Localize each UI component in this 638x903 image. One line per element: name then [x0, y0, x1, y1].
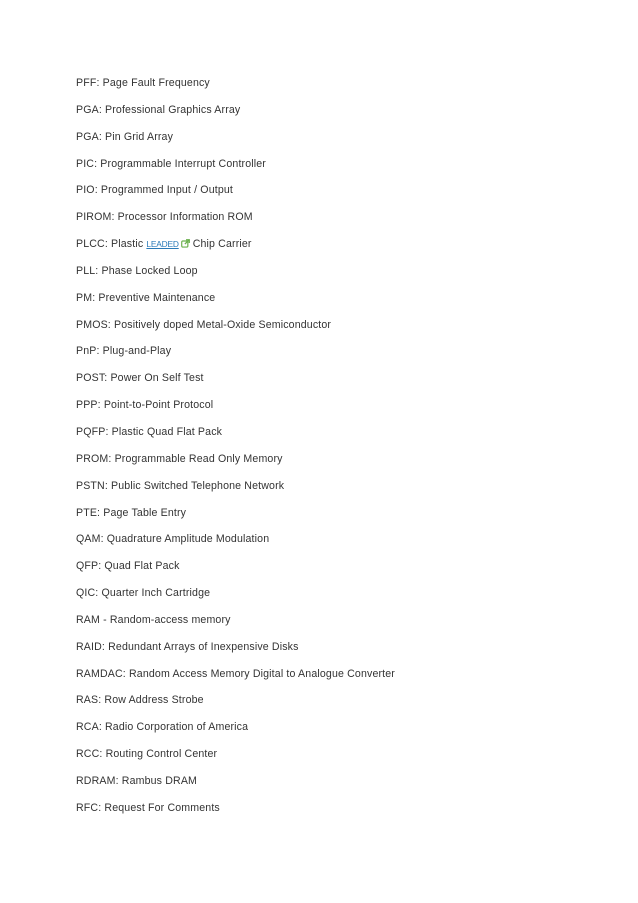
list-item: PTE: Page Table Entry [76, 506, 187, 519]
list-item: RAID: Redundant Arrays of Inexpensive Disks [76, 640, 299, 653]
list-item-plcc [76, 236, 596, 263]
list-item: PMOS: Positively doped Metal-Oxide Semiconductor [76, 318, 332, 331]
list-item: PQFP: Plastic Quad Flat Pack [76, 425, 223, 438]
list-item: RAM - Random-access memory [76, 613, 231, 626]
list-item: PGA: Professional Graphics Array [76, 103, 241, 116]
list-item: PIROM: Processor Information ROM [76, 211, 253, 224]
list-item: RAS: Row Address Strobe [76, 694, 204, 707]
list-item: QAM: Quadrature Amplitude Modulation [76, 533, 270, 546]
list-item: PIO: Programmed Input / Output [76, 184, 234, 197]
list-item: PGA: Pin Grid Array [76, 130, 174, 143]
list-item: PSTN: Public Switched Telephone Network [76, 479, 285, 492]
list-item: RCC: Routing Control Center [76, 748, 218, 761]
plcc-prefix: PLCC: Plastic [76, 238, 147, 251]
list-item: PROM: Programmable Read Only Memory [76, 452, 283, 465]
list-item: PnP: Plug-and-Play [76, 345, 172, 358]
list-item: RFC: Request For Comments [76, 801, 220, 814]
external-link-icon[interactable] [181, 239, 190, 248]
list-item: RCA: Radio Corporation of America [76, 721, 249, 734]
list-item: PFF: Page Fault Frequency [76, 77, 210, 89]
list-item: QFP: Quad Flat Pack [76, 560, 180, 573]
list-item: RAMDAC: Random Access Memory Digital to Analogue Converter [76, 667, 395, 680]
leaded-link[interactable]: LEADED [146, 239, 179, 250]
plcc-suffix: Chip Carrier [192, 238, 252, 251]
list-item: PIC: Programmable Interrupt Controller [76, 157, 266, 170]
list-item: POST: Power On Self Test [76, 372, 204, 385]
list-item: RDRAM: Rambus DRAM [76, 774, 198, 787]
list-item: PLL: Phase Locked Loop [76, 264, 198, 277]
abbreviation-list [76, 75, 596, 827]
list-item: QIC: Quarter Inch Cartridge [76, 587, 211, 600]
list-item: PM: Preventive Maintenance [76, 291, 216, 304]
list-item: PPP: Point-to-Point Protocol [76, 399, 214, 412]
